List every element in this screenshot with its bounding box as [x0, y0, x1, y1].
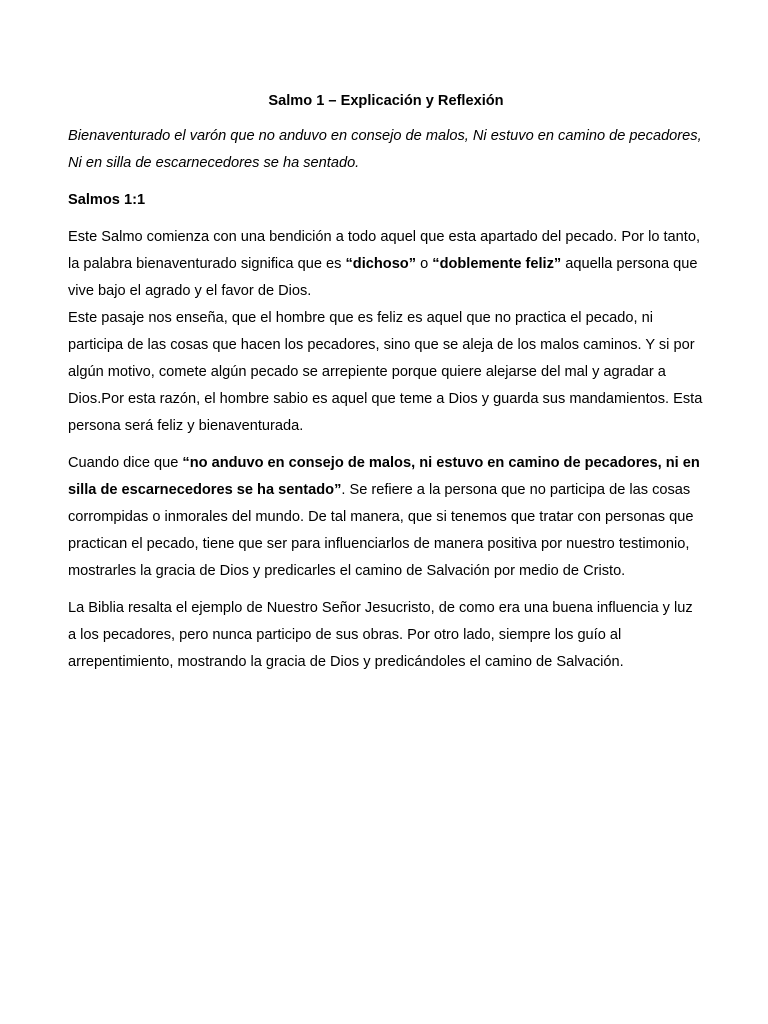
document-title: Salmo 1 – Explicación y Reflexión [268, 93, 504, 109]
document-body [68, 88, 704, 676]
verse-quote: Bienaventurado el varón que no anduvo en consejo de malos, Ni estuvo en camino de pecadores, Ni en silla de escarnecedores se ha sentado. [68, 128, 702, 171]
paragraph-1-text-a: Este Salmo comienza con una bendición a todo aquel que esta apartado del pecado. Por lo tanto, la palabra bienaventurado significa que es [68, 229, 701, 272]
paragraph-1-bold-doblemente: “doblemente feliz” [432, 256, 562, 272]
paragraph-3 [68, 450, 704, 585]
paragraph-1-text-d: aquella persona que vive bajo el agrado y el favor de Dios. [68, 256, 698, 299]
verse-reference: Salmos 1:1 [68, 192, 146, 208]
paragraph-4: La Biblia resalta el ejemplo de Nuestro Señor Jesucristo, de como era una buena influencia y luz a los pecadores, pero nunca participo de sus obras. Por otro lado, siempre los guío al arrepentimiento, mostrando la gracia de Dios y predicándoles el camino de Salvación. [68, 600, 693, 670]
paragraph-1-text-c: o [416, 256, 433, 272]
paragraph-2: Este pasaje nos enseña, que el hombre que es feliz es aquel que no practica el pecado, ni participa de las cosas que hacen los pecadores, sino que se aleja de los malos caminos. Y si por algún motivo, comete algún pecado se arrepiente porque quiere alejarse del mal y agradar a Dios.Por esta razón, el hombre sabio es aquel que teme a Dios y guarda sus mandamientos. Esta persona será feliz y bienaventurada. [68, 310, 703, 434]
paragraph-3-bold-quote: “no anduvo en consejo de malos, ni estuvo en camino de pecadores, ni en silla de escarnecedores se ha sentado” [68, 455, 700, 498]
paragraph-1-bold-dichoso: “dichoso” [345, 256, 417, 272]
paragraph-3-text-c: . Se refiere a la persona que no participa de las cosas corrompidas o inmorales del mundo. De tal manera, que si tenemos que tratar con personas que practican el pecado, tiene que ser para influenciarlos de manera positiva por nuestro testimonio, mostrarles la gracia de Dios y predicarles el camino de Salvación por medio de Cristo. [68, 482, 694, 579]
paragraph-3-text-a: Cuando dice que [68, 455, 183, 471]
paragraph-1 [68, 224, 704, 305]
